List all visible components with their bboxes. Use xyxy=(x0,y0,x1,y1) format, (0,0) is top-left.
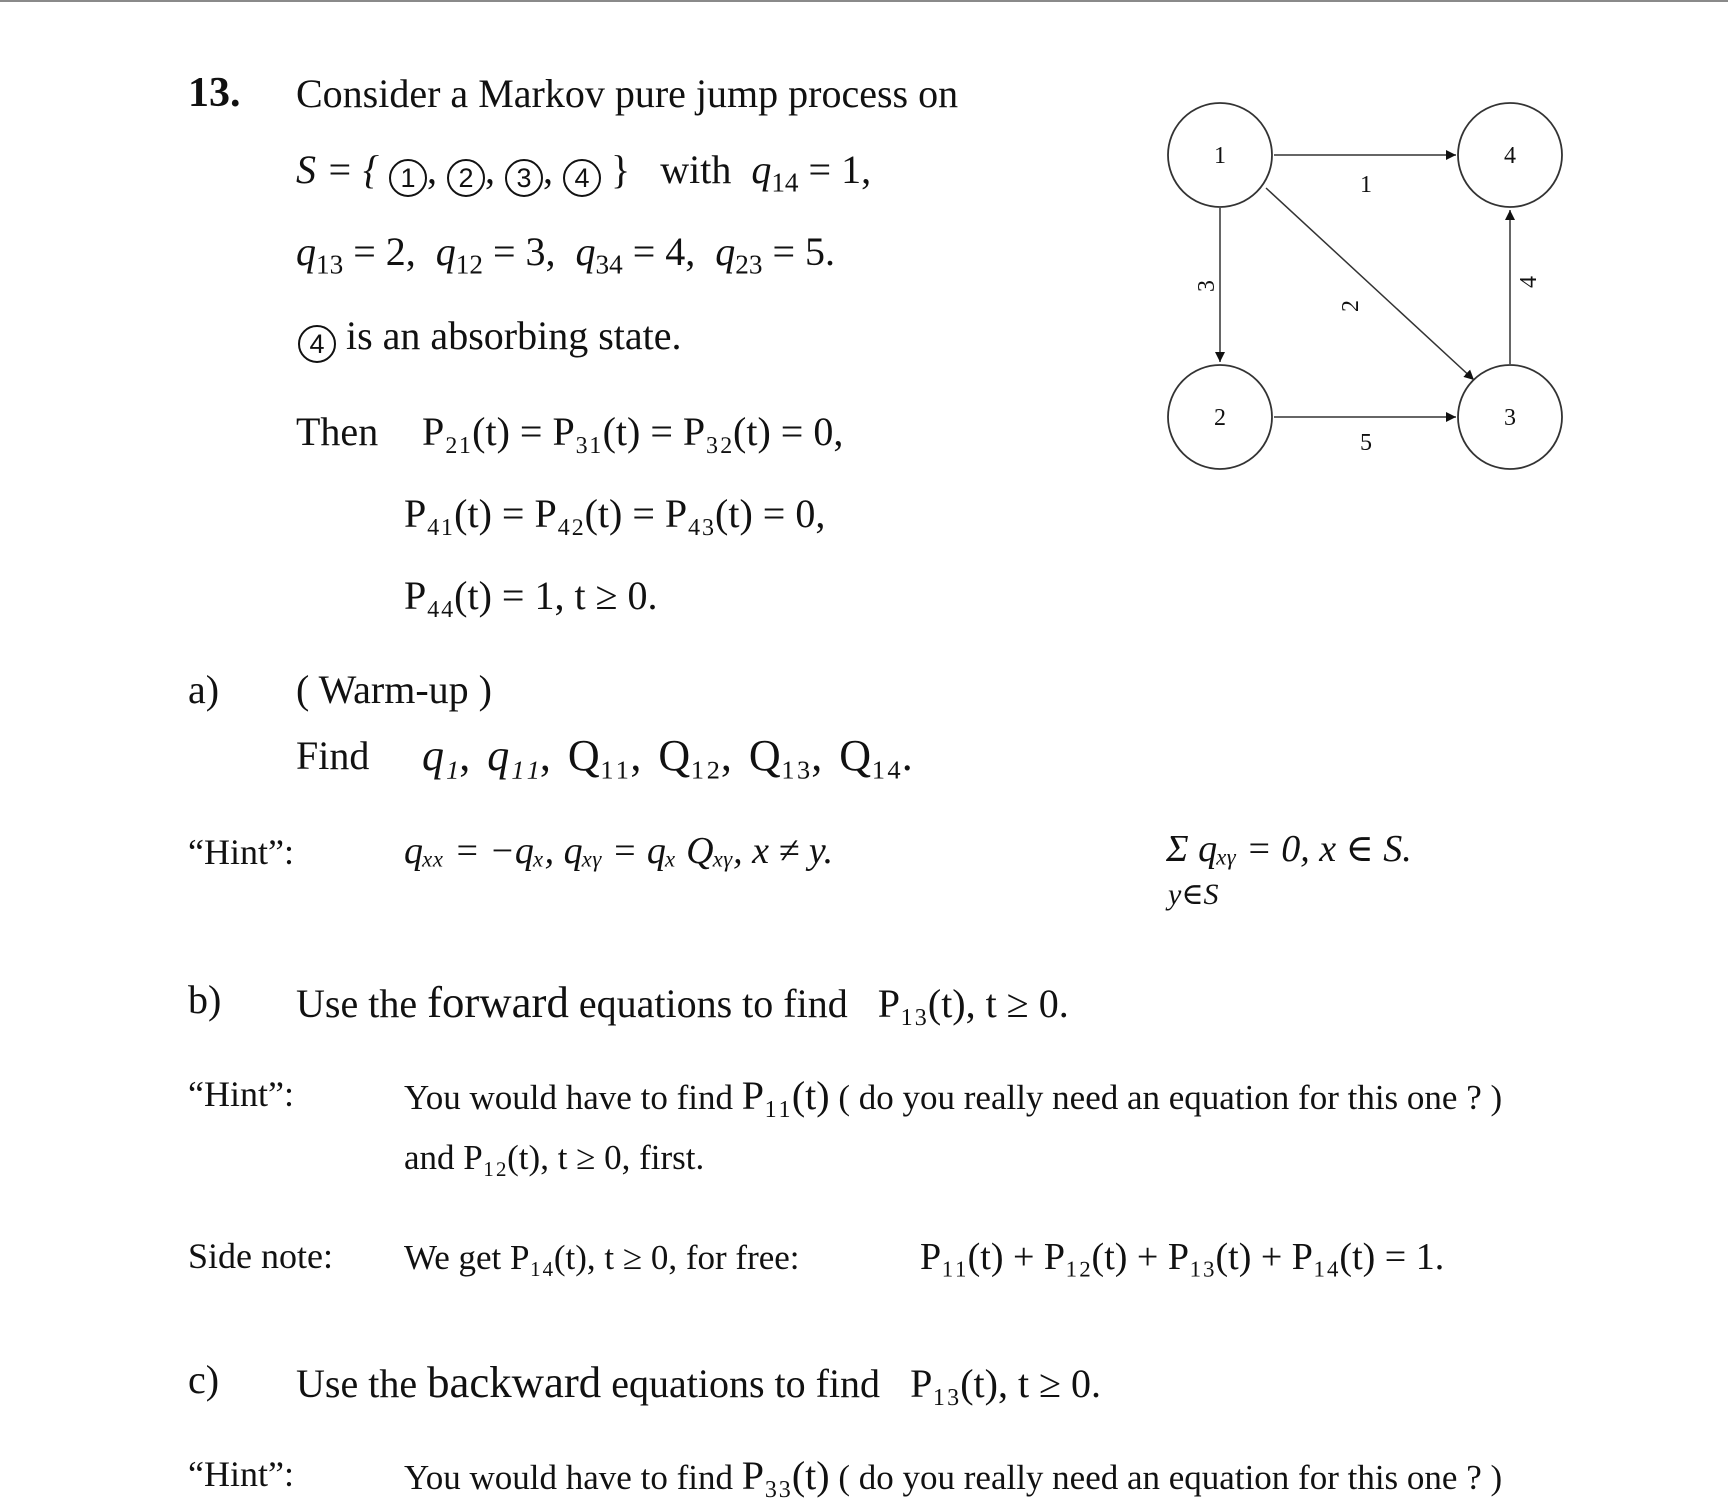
part-b-target: P₁₃(t), t ≥ 0. xyxy=(877,981,1069,1026)
edge-2-3-label: 5 xyxy=(1360,430,1372,456)
absorbing-state-circle: 4 xyxy=(298,325,336,363)
part-a-hint-sum-under: y∈S xyxy=(1168,878,1219,911)
with-word: with xyxy=(660,147,732,192)
node-4-label: 4 xyxy=(1504,143,1516,169)
top-border xyxy=(0,0,1728,2)
find-Q11: Q₁₁ xyxy=(567,731,631,780)
part-b-pre: Use the xyxy=(296,981,418,1026)
then-line-3: P₄₄(t) = 1, t ≥ 0. xyxy=(404,573,658,618)
then-label: Then xyxy=(296,409,379,454)
set-symbol: S = { xyxy=(296,147,379,192)
part-c-post: equations to find xyxy=(611,1361,881,1406)
side-note-label: Side note: xyxy=(188,1236,333,1276)
part-b-post: equations to find xyxy=(578,981,848,1026)
rate-q13-sub: 13 xyxy=(316,249,344,280)
edge-1-3-label: 2 xyxy=(1338,300,1364,312)
then-line-2: P₄₁(t) = P₄₂(t) = P₄₃(t) = 0, xyxy=(404,491,826,536)
part-a-hint-formula: qₓₓ = −qₓ, qₓᵧ = qₓ Qₓᵧ, x ≠ y. xyxy=(404,830,834,872)
rate-q14-val: = 1, xyxy=(808,147,872,192)
find-q11: q₁₁ xyxy=(487,731,540,780)
node-3-label: 3 xyxy=(1504,405,1516,431)
part-b-keyword: forward xyxy=(427,977,569,1027)
rate-q12-val: = 3, xyxy=(492,229,556,274)
part-c-hint-line xyxy=(404,1453,1503,1498)
rate-q12-sym: q xyxy=(435,229,456,274)
node-2-label: 2 xyxy=(1214,405,1226,431)
part-b-label: b) xyxy=(188,977,222,1022)
state-1-circle: 1 xyxy=(389,159,427,197)
rate-q34-sym: q xyxy=(575,229,596,274)
part-c-hint-label: “Hint”: xyxy=(188,1454,294,1494)
then-line-1: P₂₁(t) = P₃₁(t) = P₃₂(t) = 0, xyxy=(422,409,844,454)
part-b-hint-a: You would have to find xyxy=(404,1078,733,1117)
absorbing-line xyxy=(298,313,682,363)
part-b-hint-line-2: and P₁₂(t), t ≥ 0, first. xyxy=(404,1138,705,1177)
rate-q34-sub: 34 xyxy=(595,249,623,280)
rates-line xyxy=(296,229,835,280)
rate-q13-val: = 2, xyxy=(353,229,416,274)
problem-number: 13. xyxy=(188,70,241,116)
edge-1-2-label: 3 xyxy=(1194,280,1220,292)
part-c-hint-b: P₃₃(t) xyxy=(741,1453,830,1498)
part-c-hint-c: ( do you really need an equation for this one ? ) xyxy=(838,1458,1503,1497)
part-a-label: a) xyxy=(188,667,220,712)
part-b-hint-c: ( do you really need an equation for this one ? ) xyxy=(838,1078,1503,1117)
find-Q12: Q₁₂ xyxy=(658,731,721,780)
part-a-warmup: ( Warm-up ) xyxy=(296,667,492,712)
edge-1-3 xyxy=(1266,188,1474,380)
set-close: } xyxy=(611,147,631,192)
find-Q13: Q₁₃ xyxy=(748,731,812,780)
part-a-hint-sum: Σ qₓᵧ = 0, x ∈ S. xyxy=(1166,828,1412,870)
part-c-label: c) xyxy=(188,1357,220,1402)
part-a-hint-label: “Hint”: xyxy=(188,832,294,872)
state-4-circle: 4 xyxy=(563,159,601,197)
state-3-circle: 3 xyxy=(505,159,543,197)
part-b-hint-label: “Hint”: xyxy=(188,1074,294,1114)
part-c-line xyxy=(296,1357,1102,1407)
find-Q14: Q₁₄ xyxy=(839,731,902,780)
part-a-find-label: Find xyxy=(296,733,370,778)
part-c-target: P₁₃(t), t ≥ 0. xyxy=(910,1361,1102,1406)
part-b-line xyxy=(296,977,1069,1027)
rate-q14-sym: q xyxy=(751,147,772,192)
part-c-keyword: backward xyxy=(427,1357,602,1407)
absorbing-text: is an absorbing state. xyxy=(346,313,682,358)
state-space-line: S = { 1 , 2 , 3 , 4 } with $q_{14} = 1$, xyxy=(296,147,872,198)
rate-q23-sym: q xyxy=(715,229,736,274)
rate-q13-sym: q xyxy=(296,229,316,274)
rate-q23-sub: 23 xyxy=(735,249,763,280)
rate-q12-sub: 12 xyxy=(455,249,483,280)
part-b-hint-line-1 xyxy=(404,1073,1503,1118)
rate-q23-val: = 5. xyxy=(772,229,835,274)
transition-diagram xyxy=(1150,90,1590,510)
part-a-find-list: q₁, q₁₁, Q₁₁, Q₁₂, Q₁₃, Q₁₄. xyxy=(422,731,913,780)
side-note-formula: P₁₁(t) + P₁₂(t) + P₁₃(t) + P₁₄(t) = 1. xyxy=(920,1236,1445,1278)
problem-intro: Consider a Markov pure jump process on xyxy=(296,71,959,116)
find-q1: q₁ xyxy=(422,731,460,780)
state-2-circle: 2 xyxy=(447,159,485,197)
part-c-hint-a: You would have to find xyxy=(404,1458,733,1497)
edge-1-4-label: 1 xyxy=(1360,172,1372,198)
rate-q14-sub: 14 xyxy=(771,167,799,198)
side-note-text: We get P₁₄(t), t ≥ 0, for free: xyxy=(404,1238,800,1277)
part-c-pre: Use the xyxy=(296,1361,418,1406)
part-b-hint-b: P₁₁(t) xyxy=(741,1073,830,1118)
node-1-label: 1 xyxy=(1214,143,1226,169)
rate-q34-val: = 4, xyxy=(632,229,696,274)
edge-3-4-label: 4 xyxy=(1516,276,1542,288)
